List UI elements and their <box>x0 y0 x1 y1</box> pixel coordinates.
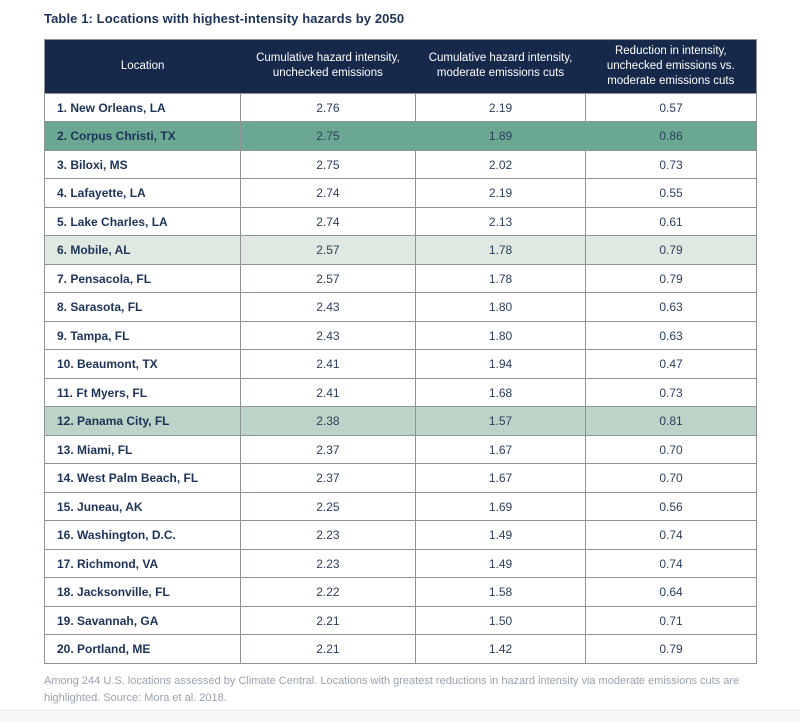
cell-unchecked: 2.41 <box>240 378 415 407</box>
cell-moderate: 1.67 <box>415 435 585 464</box>
cell-moderate: 1.57 <box>415 407 585 436</box>
cell-moderate: 1.58 <box>415 578 585 607</box>
cell-location: 11. Ft Myers, FL <box>45 378 241 407</box>
table-row <box>45 207 757 236</box>
cell-reduction: 0.70 <box>586 464 757 493</box>
cell-reduction: 0.57 <box>586 93 757 122</box>
cell-moderate: 1.89 <box>415 122 585 151</box>
cell-unchecked: 2.37 <box>240 435 415 464</box>
cell-location: 7. Pensacola, FL <box>45 264 241 293</box>
table-row <box>45 435 757 464</box>
cell-unchecked: 2.57 <box>240 236 415 265</box>
cell-location: 17. Richmond, VA <box>45 549 241 578</box>
cell-moderate: 1.49 <box>415 549 585 578</box>
cell-reduction: 0.79 <box>586 236 757 265</box>
cell-unchecked: 2.21 <box>240 606 415 635</box>
table-title: Table 1: Locations with highest-intensity hazards by 2050 <box>44 11 405 26</box>
cell-moderate: 1.78 <box>415 264 585 293</box>
table-row <box>45 635 757 664</box>
table-row <box>45 378 757 407</box>
cell-moderate: 2.13 <box>415 207 585 236</box>
header-location: Location <box>45 40 241 94</box>
table-row <box>45 179 757 208</box>
cell-location: 13. Miami, FL <box>45 435 241 464</box>
cell-location: 9. Tampa, FL <box>45 321 241 350</box>
cell-location: 4. Lafayette, LA <box>45 179 241 208</box>
header-moderate: Cumulative hazard intensity, moderate emissions cuts <box>415 40 585 94</box>
table-row <box>45 549 757 578</box>
table-row <box>45 578 757 607</box>
cell-moderate: 1.67 <box>415 464 585 493</box>
cell-unchecked: 2.25 <box>240 492 415 521</box>
hazards-table <box>44 39 757 664</box>
cell-location: 18. Jacksonville, FL <box>45 578 241 607</box>
cell-reduction: 0.61 <box>586 207 757 236</box>
cell-moderate: 1.69 <box>415 492 585 521</box>
cell-moderate: 2.19 <box>415 179 585 208</box>
table-row <box>45 122 757 151</box>
cell-unchecked: 2.75 <box>240 122 415 151</box>
cell-reduction: 0.86 <box>586 122 757 151</box>
cell-location: 5. Lake Charles, LA <box>45 207 241 236</box>
cell-reduction: 0.74 <box>586 521 757 550</box>
cell-unchecked: 2.74 <box>240 207 415 236</box>
cell-reduction: 0.79 <box>586 635 757 664</box>
cell-location: 1. New Orleans, LA <box>45 93 241 122</box>
cell-reduction: 0.74 <box>586 549 757 578</box>
cell-reduction: 0.79 <box>586 264 757 293</box>
cell-moderate: 1.78 <box>415 236 585 265</box>
table-row <box>45 464 757 493</box>
cell-unchecked: 2.23 <box>240 521 415 550</box>
cell-reduction: 0.47 <box>586 350 757 379</box>
cell-reduction: 0.63 <box>586 321 757 350</box>
cell-unchecked: 2.37 <box>240 464 415 493</box>
table-row <box>45 407 757 436</box>
page-bottom-band <box>0 710 800 722</box>
header-reduction: Reduction in intensity, unchecked emissions vs. moderate emissions cuts <box>586 40 757 94</box>
cell-unchecked: 2.43 <box>240 293 415 322</box>
cell-moderate: 2.02 <box>415 150 585 179</box>
cell-location: 12. Panama City, FL <box>45 407 241 436</box>
cell-location: 10. Beaumont, TX <box>45 350 241 379</box>
cell-reduction: 0.81 <box>586 407 757 436</box>
cell-location: 3. Biloxi, MS <box>45 150 241 179</box>
table-header <box>45 40 757 94</box>
table-row <box>45 93 757 122</box>
cell-reduction: 0.71 <box>586 606 757 635</box>
cell-unchecked: 2.21 <box>240 635 415 664</box>
cell-reduction: 0.64 <box>586 578 757 607</box>
table-row <box>45 606 757 635</box>
table-row <box>45 293 757 322</box>
cell-unchecked: 2.23 <box>240 549 415 578</box>
cell-location: 6. Mobile, AL <box>45 236 241 265</box>
cell-location: 8. Sarasota, FL <box>45 293 241 322</box>
cell-reduction: 0.56 <box>586 492 757 521</box>
table-body <box>45 93 757 663</box>
footnote: Among 244 U.S. locations assessed by Climate Central. Locations with greatest reductions in hazard intensity via moderate emissions cuts are highlighted. Source: Mora et al. 2018. <box>44 674 740 704</box>
table-row <box>45 321 757 350</box>
cell-reduction: 0.73 <box>586 378 757 407</box>
cell-reduction: 0.55 <box>586 179 757 208</box>
cell-location: 2. Corpus Christi, TX <box>45 122 241 151</box>
cell-unchecked: 2.41 <box>240 350 415 379</box>
cell-unchecked: 2.43 <box>240 321 415 350</box>
cell-unchecked: 2.22 <box>240 578 415 607</box>
cell-reduction: 0.70 <box>586 435 757 464</box>
cell-unchecked: 2.38 <box>240 407 415 436</box>
cell-moderate: 1.68 <box>415 378 585 407</box>
cell-location: 16. Washington, D.C. <box>45 521 241 550</box>
table-row <box>45 350 757 379</box>
header-row <box>45 40 757 94</box>
cell-location: 20. Portland, ME <box>45 635 241 664</box>
cell-unchecked: 2.76 <box>240 93 415 122</box>
cell-moderate: 1.49 <box>415 521 585 550</box>
cell-moderate: 1.50 <box>415 606 585 635</box>
table-row <box>45 264 757 293</box>
cell-location: 15. Juneau, AK <box>45 492 241 521</box>
header-unchecked: Cumulative hazard intensity, unchecked emissions <box>240 40 415 94</box>
table-row <box>45 236 757 265</box>
cell-moderate: 1.80 <box>415 321 585 350</box>
table-row <box>45 492 757 521</box>
cell-unchecked: 2.75 <box>240 150 415 179</box>
table-row <box>45 150 757 179</box>
cell-reduction: 0.73 <box>586 150 757 179</box>
cell-moderate: 1.42 <box>415 635 585 664</box>
cell-unchecked: 2.57 <box>240 264 415 293</box>
cell-unchecked: 2.74 <box>240 179 415 208</box>
cell-moderate: 1.80 <box>415 293 585 322</box>
table-row <box>45 521 757 550</box>
cell-location: 19. Savannah, GA <box>45 606 241 635</box>
cell-reduction: 0.63 <box>586 293 757 322</box>
cell-moderate: 1.94 <box>415 350 585 379</box>
cell-location: 14. West Palm Beach, FL <box>45 464 241 493</box>
cell-moderate: 2.19 <box>415 93 585 122</box>
